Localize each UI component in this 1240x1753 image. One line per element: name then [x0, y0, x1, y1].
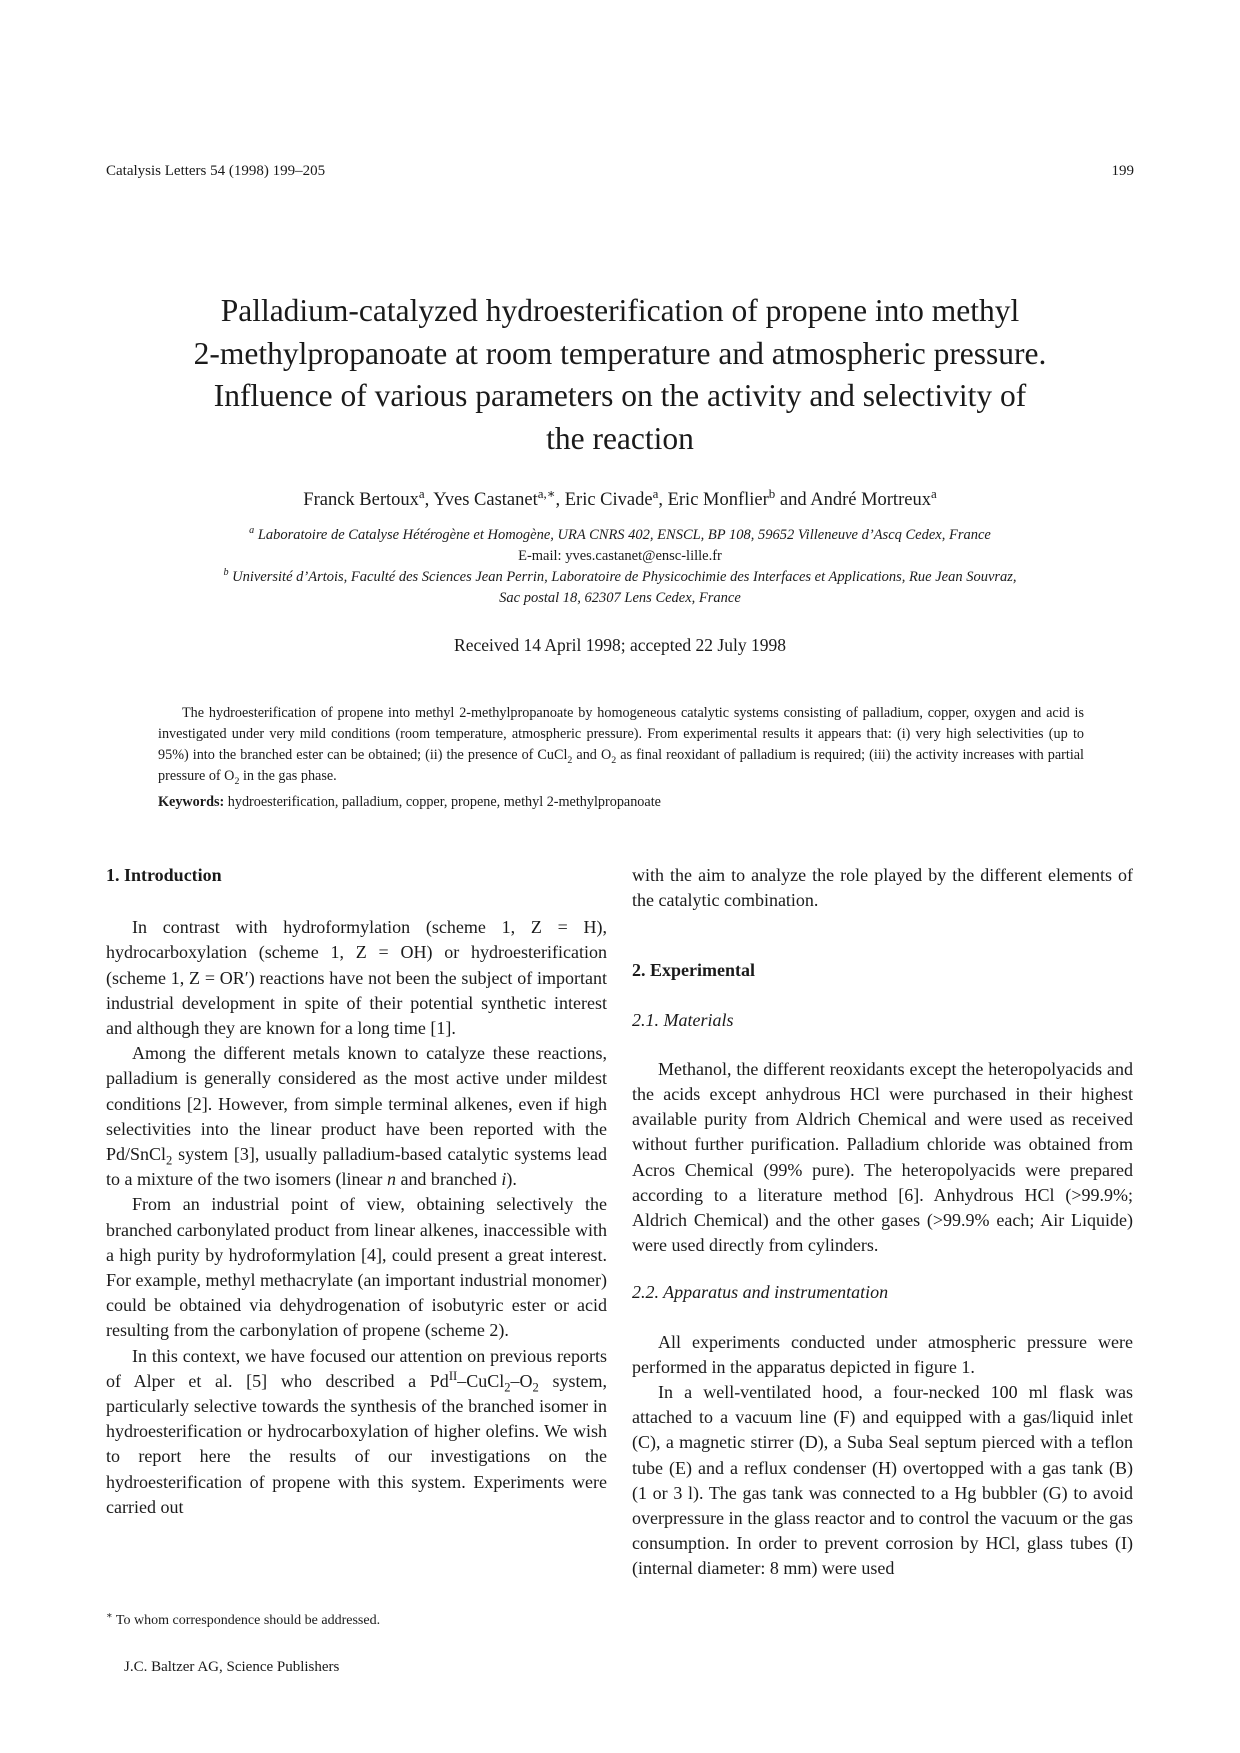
paragraph: Methanol, the different reoxidants except the heteropolyacids and the acids except anhydrous HCl were purchased in their highest available purity from Aldrich Chemical and were used as received without further purification. Palladium chloride was obtained from Acros Chemical (99% pure). The heteropolyacids were prepared according to a literature method [6]. Anhydrous HCl (>99.9%; Aldrich Chemical) and the other gases (>99.9% each; Air Liquide) were used directly from cylinders.	[632, 1058, 1133, 1256]
paragraph: with the aim to analyze the role played by the different elements of the catalytic combination.	[632, 865, 1133, 911]
paragraph: From an industrial point of view, obtaining selectively the branched carbonylated product from linear alkenes, inaccessible with a high purity by hydroformylation [4], could present a great interest. For example, methyl methacrylate (an important industrial monomer) could be obtained via dehydrogenation of isobutyric ester or acid resulting from the carbonylation of propene (scheme 2).	[106, 1194, 607, 1341]
abstract: The hydroesterification of propene into methyl 2-methylpropanoate by homogeneous catalytic systems consisting of palladium, copper, oxygen and acid is investigated under very mild conditions (room temperature, atmospheric pressure). From experimental results it appears that: (i) very high selectivities (up to 95%) into the branched ester can be obtained; (ii) the presence of CuCl$_2$ and $O_2$ as final reoxidant of palladium is required; (iii) the activity increases with partial pressure of $O_2$ in the gas phase.	[158, 705, 1084, 787]
affil-text: Laboratoire de Catalyse Hétérogène et Homogène, URA CNRS 402, ENSCL, BP 108, 59652 Villeneuve d’Ascq Cedex, France	[257, 527, 991, 543]
paragraph: In a well-ventilated hood, a four-necked 100 ml flask was attached to a vacuum line (F) and equipped with a gas/liquid inlet (C), a magnetic stirrer (D), a Suba Seal septum pierced with a teflon tube (E) and a reflux condenser (H) overtopped with a gas tank (B) (1 or 3 l). The gas tank was connected to a Hg bubbler (G) to avoid overpressure in the glass reactor and to control the vacuum or the gas consumption. In order to prevent corrosion by HCl, glass tubes (I) (internal diameter: 8 mm) were used	[632, 1382, 1133, 1579]
footnote-mark: ∗	[106, 1610, 113, 1622]
right-column	[632, 863, 1133, 1582]
author-affil-mark: b	[768, 485, 776, 501]
author-list: Franck Bertoux$^a$, Yves Castanet$^{a,∗}$, Eric Civade$^a$, Eric Monflier$^b$ and André Mortreux$^a$	[303, 485, 937, 510]
title-line: the reaction	[546, 420, 694, 456]
author-name: Yves Castanet	[433, 490, 538, 510]
footnote	[106, 1610, 381, 1629]
subsection-heading: 2.2. Apparatus and instrumentation	[632, 1282, 889, 1303]
author-affil-mark: a	[930, 485, 937, 501]
affiliation-a	[100, 525, 1140, 567]
author-conjunction: and	[779, 490, 807, 510]
section-heading: 2. Experimental	[632, 960, 755, 981]
paper-title	[140, 290, 1100, 460]
paragraph: All experiments conducted under atmospheric pressure were performed in the apparatus depicted in figure 1.	[632, 1331, 1133, 1377]
title-line: Palladium-catalyzed hydroesterification of propene into methyl	[220, 293, 1020, 328]
section-heading: 1. Introduction	[106, 865, 222, 885]
author-name: Franck Bertoux	[303, 490, 419, 510]
page-number: 199	[1111, 163, 1134, 179]
subsection-heading: 2.1. Materials	[632, 1009, 734, 1030]
keywords-label: Keywords:	[158, 794, 225, 810]
affil-text: Université d’Artois, Faculté des Sciences Jean Perrin, Laboratoire de Physicochimie des Interfaces et Applications, Rue Jean Souvraz,	[232, 569, 1017, 585]
affil-mark: a	[249, 525, 255, 537]
publisher: J.C. Baltzer AG, Science Publishers	[124, 1659, 340, 1675]
received-dates: Received 14 April 1998; accepted 22 July 1998	[454, 635, 786, 655]
keywords-text: hydroesterification, palladium, copper, propene, methyl 2-methylpropanoate	[227, 794, 661, 810]
author-affil-mark: a,∗	[537, 485, 556, 501]
journal-reference: Catalysis Letters 54 (1998) 199–205	[106, 163, 326, 179]
paragraph: In contrast with hydroformylation (scheme 1, Z = H), hydrocarboxylation (scheme 1, Z = OH) or hydroesterification (scheme 1, Z = OR′) reactions have not been the subject of important industrial development in spite of their potential synthetic interest and although they are known for a long time [1].	[106, 917, 607, 1039]
author-name: Eric Monflier	[667, 490, 769, 510]
paragraph: In this context, we have focused our attention on previous reports of Alper et al. [5] who described a $Pd^{II}-CuCl_2-O_2$ system, particularly selective towards the synthesis of the branched isomer in hydroesterification or hydrocarboxylation of higher olefins. We wish to report here the results of our investigations on the hydroesterification of propene with this system. Experiments were carried out	[106, 1345, 607, 1517]
affil-text: Sac postal 18, 62307 Lens Cedex, France	[499, 590, 741, 606]
affil-mark: b	[223, 567, 229, 579]
paragraph: Among the different metals known to catalyze these reactions, palladium is generally considered as the most active under mildest conditions [2]. However, from simple terminal alkenes, even if high selectivities into the linear product have been reported with the Pd/SnCl$_2$ system [3], usually palladium-based catalytic systems lead to a mixture of the two isomers (linear n and branched i).	[106, 1043, 607, 1190]
author-name: André Mortreux	[810, 490, 931, 510]
contact-email: E-mail: yves.castanet@ensc-lille.fr	[518, 548, 722, 564]
title-line: 2-methylpropanoate at room temperature and atmospheric pressure.	[193, 335, 1047, 371]
footnote-text: To whom correspondence should be addressed.	[112, 1613, 381, 1628]
author-affil-mark: a	[418, 485, 425, 501]
author-affil-mark: a	[652, 485, 659, 501]
keywords	[158, 794, 1084, 811]
author-name: Eric Civade	[564, 490, 653, 510]
affiliation-b	[100, 567, 1140, 609]
title-line: Influence of various parameters on the activity and selectivity of	[213, 378, 1027, 413]
left-column	[106, 863, 607, 1520]
